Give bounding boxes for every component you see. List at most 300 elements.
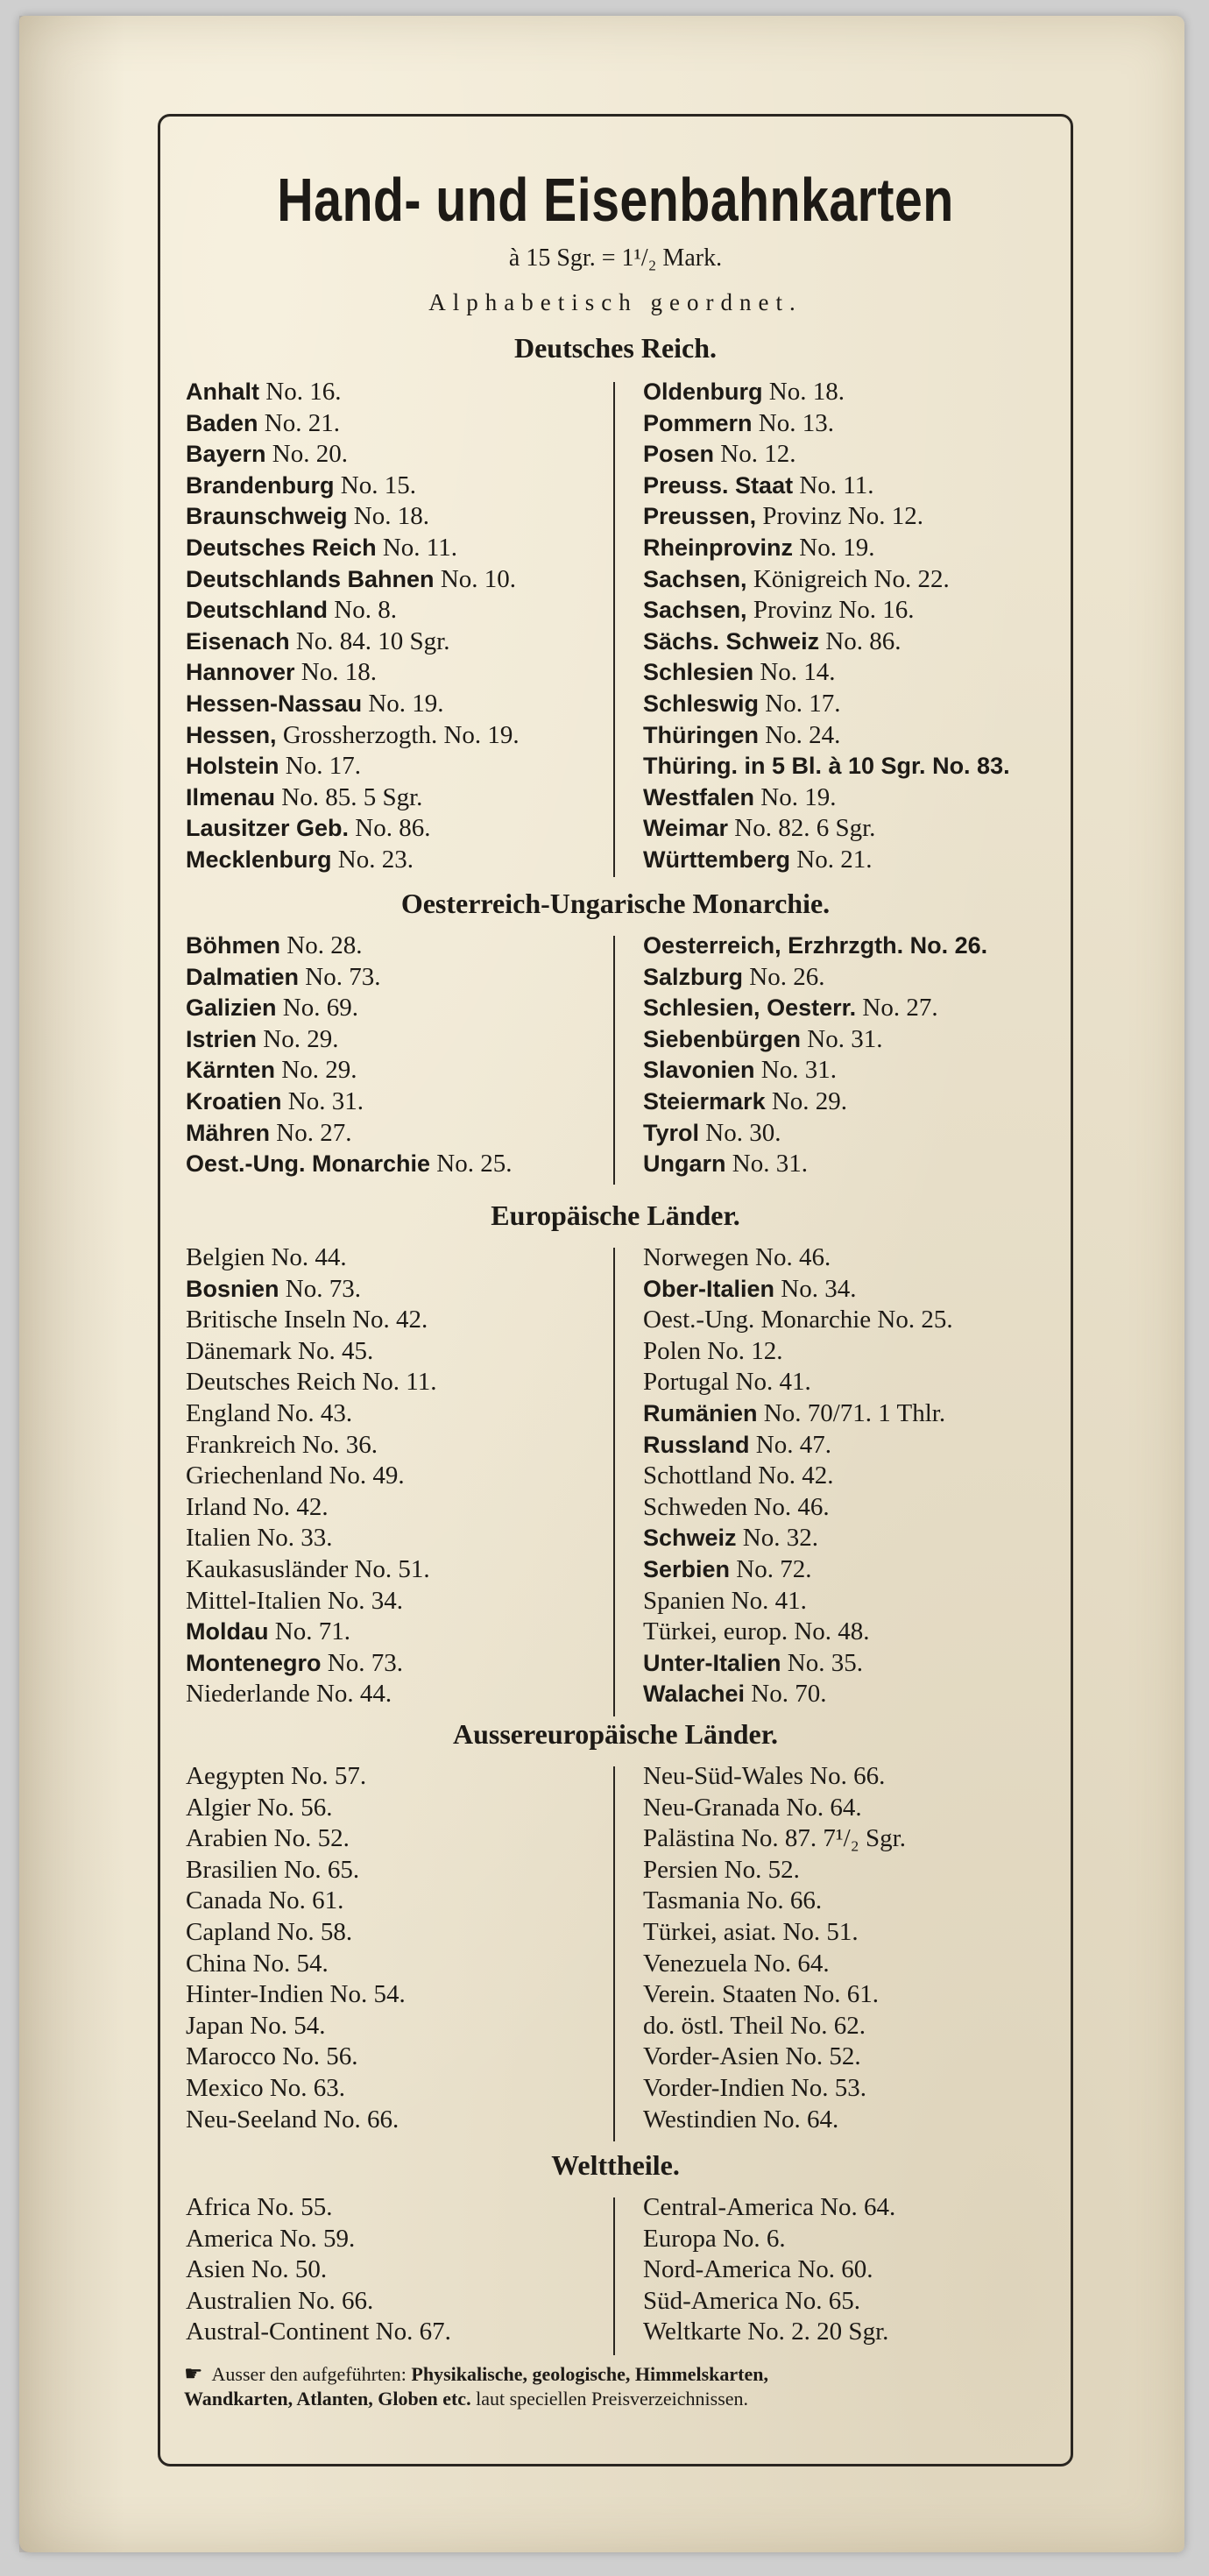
map-number: Norwegen No. 46. xyxy=(643,1243,831,1271)
list-item xyxy=(643,1430,1055,1461)
map-number: No. 31. xyxy=(281,1086,364,1115)
list-item xyxy=(643,533,1055,564)
map-number: Africa No. 55. xyxy=(186,2193,333,2221)
map-number: Japan No. 54. xyxy=(186,2011,326,2040)
map-number: No. 35. xyxy=(781,1648,863,1677)
list-item xyxy=(186,1793,606,1824)
map-number: Spanien No. 41. xyxy=(643,1586,807,1615)
map-number: No. 24. xyxy=(758,720,841,749)
map-number: Süd-America No. 65. xyxy=(643,2286,861,2315)
map-number: Schottland No. 42. xyxy=(643,1461,834,1490)
list-item xyxy=(186,1024,606,1056)
map-number: Hinter-Indien No. 54. xyxy=(186,1980,406,2009)
map-region-name: Thüring. in 5 Bl. à 10 Sgr. No. 83. xyxy=(643,753,1010,780)
paper-fold-shadow xyxy=(19,16,124,2552)
map-region-name: Preussen, xyxy=(643,503,757,530)
map-number: Griechenland No. 49. xyxy=(186,1461,405,1490)
list-item xyxy=(643,408,1055,440)
map-number: No. 82. 6 Sgr. xyxy=(728,814,876,843)
list-item xyxy=(643,1949,1055,1980)
list-item xyxy=(643,1554,1055,1586)
map-region-name: Slavonien xyxy=(643,1057,755,1084)
map-number: Capland No. 58. xyxy=(186,1917,353,1946)
map-number: Nord-America No. 60. xyxy=(643,2255,873,2284)
map-number: No. 10. xyxy=(434,564,517,593)
list-item xyxy=(186,533,606,564)
map-number: No. 31. xyxy=(725,1150,808,1178)
list-item xyxy=(186,657,606,689)
list-item xyxy=(186,2011,606,2042)
map-number: Palästina No. 87. 7¹/₂ Sgr. xyxy=(643,1824,906,1853)
map-number: No. 29. xyxy=(765,1086,848,1115)
list-item xyxy=(186,471,606,502)
section-heading-aussereuropaeische-laender: Aussereuropäische Länder. xyxy=(452,1718,778,1750)
footnote xyxy=(184,2362,1051,2411)
map-number: No. 85. 5 Sgr. xyxy=(275,782,423,811)
map-number: Polen No. 12. xyxy=(643,1336,783,1365)
map-region-name: Sächs. Schweiz xyxy=(643,627,820,655)
map-number: No. 32. xyxy=(736,1524,818,1553)
list-oesterreich-right xyxy=(643,931,1055,1180)
map-number: No. 73. xyxy=(299,962,381,991)
map-number: No. 28. xyxy=(280,931,363,959)
section-heading-europaeische-laender: Europäische Länder. xyxy=(491,1200,740,1231)
map-region-name: Steiermark xyxy=(643,1087,766,1115)
list-item xyxy=(186,564,606,596)
map-number: Verein. Staaten No. 61. xyxy=(643,1980,879,2009)
list-item xyxy=(186,2224,606,2255)
map-number: Portugal No. 41. xyxy=(643,1368,811,1397)
map-region-name: Deutsches Reich xyxy=(186,534,377,561)
map-number: No. 17. xyxy=(759,689,841,718)
map-number: No. 31. xyxy=(754,1056,837,1085)
map-number: No. 23. xyxy=(331,845,414,874)
list-item xyxy=(643,1149,1055,1180)
list-item xyxy=(186,1917,606,1949)
map-number: No. 34. xyxy=(774,1274,857,1303)
list-item xyxy=(643,595,1055,626)
map-number: No. 29. xyxy=(257,1024,339,1053)
list-item xyxy=(643,1855,1055,1886)
list-item xyxy=(186,439,606,471)
list-item xyxy=(186,689,606,720)
list-item xyxy=(643,1979,1055,2011)
list-welttheile-right xyxy=(643,2192,1055,2348)
list-item xyxy=(643,2224,1055,2255)
map-region-name: Bosnien xyxy=(186,1275,279,1302)
list-item xyxy=(186,1398,606,1430)
map-region-name: Deutschlands Bahnen xyxy=(186,565,435,592)
list-item xyxy=(643,689,1055,720)
map-number: No. 86. xyxy=(819,626,901,655)
map-region-name: Württemberg xyxy=(643,846,790,873)
section-heading-oesterreich-ungarn: Oesterreich-Ungarische Monarchie. xyxy=(400,888,831,919)
list-aussereuropa-right xyxy=(643,1761,1055,2135)
map-number: No. 16. xyxy=(259,378,342,406)
price-subtitle: à 15 Sgr. = 1¹/₂ Mark. xyxy=(508,244,723,272)
list-item xyxy=(643,2317,1055,2348)
list-item xyxy=(186,1554,606,1586)
list-item xyxy=(643,720,1055,752)
list-item xyxy=(643,2105,1055,2136)
list-item xyxy=(643,2286,1055,2318)
map-number: Provinz No. 16. xyxy=(746,596,915,625)
map-region-name: Galizien xyxy=(186,994,277,1022)
map-number: No. 70. xyxy=(745,1680,827,1709)
map-region-name: Oldenburg xyxy=(643,379,763,405)
list-item xyxy=(643,845,1055,876)
list-item xyxy=(643,377,1055,408)
section-heading-deutsches-reich: Deutsches Reich. xyxy=(513,332,718,364)
map-region-name: Ilmenau xyxy=(186,783,276,810)
map-number: Austral-Continent No. 67. xyxy=(186,2318,451,2346)
map-region-name: Posen xyxy=(643,441,715,468)
map-number: Weltkarte No. 2. 20 Sgr. xyxy=(643,2318,889,2346)
list-item xyxy=(643,1461,1055,1492)
map-number: No. 18. xyxy=(347,502,429,531)
map-region-name: Ober-Italien xyxy=(643,1275,775,1302)
map-number: No. 19. xyxy=(793,533,875,562)
list-item xyxy=(643,931,1055,962)
map-region-name: Sachsen, xyxy=(643,597,747,624)
list-item xyxy=(643,813,1055,845)
footnote-bold-2: Wandkarten, Atlanten, Globen etc. xyxy=(184,2388,471,2410)
list-item xyxy=(643,1086,1055,1118)
list-item xyxy=(186,501,606,533)
map-number: Neu-Süd-Wales No. 66. xyxy=(643,1762,886,1790)
list-item xyxy=(186,1118,606,1150)
map-number: No. 70/71. 1 Thlr. xyxy=(757,1398,946,1427)
map-region-name: Bayern xyxy=(186,441,266,468)
map-region-name: Braunschweig xyxy=(186,503,348,530)
map-number: No. 30. xyxy=(699,1118,781,1147)
list-item xyxy=(643,1118,1055,1150)
map-number: Oest.-Ung. Monarchie No. 25. xyxy=(643,1306,953,1334)
list-item xyxy=(186,2286,606,2318)
map-number: Marocco No. 56. xyxy=(186,2042,358,2071)
map-number: Dänemark No. 45. xyxy=(186,1336,374,1365)
list-item xyxy=(643,1305,1055,1336)
map-number: Schweden No. 46. xyxy=(643,1492,830,1521)
map-number: Niederlande No. 44. xyxy=(186,1680,392,1709)
list-item xyxy=(186,813,606,845)
map-region-name: Schweiz xyxy=(643,1525,737,1552)
list-item xyxy=(186,408,606,440)
list-item xyxy=(186,595,606,626)
column-divider xyxy=(613,2197,615,2355)
map-number: Persien No. 52. xyxy=(643,1855,800,1884)
column-divider xyxy=(613,1248,615,1716)
map-number: Asien No. 50. xyxy=(186,2255,328,2284)
map-region-name: Hannover xyxy=(186,659,295,686)
list-item xyxy=(643,471,1055,502)
list-item xyxy=(643,1055,1055,1086)
map-region-name: Holstein xyxy=(186,753,279,780)
map-number: No. 25. xyxy=(430,1150,513,1178)
list-item xyxy=(643,1024,1055,1056)
list-welttheile-left xyxy=(186,2192,606,2348)
map-number: Italien No. 33. xyxy=(186,1524,333,1553)
map-region-name: Deutschland xyxy=(186,597,329,624)
map-region-name: Schlesien, Oesterr. xyxy=(643,994,857,1022)
list-item xyxy=(643,1398,1055,1430)
list-item xyxy=(186,931,606,962)
list-item xyxy=(186,1949,606,1980)
map-region-name: Mähren xyxy=(186,1119,271,1146)
list-item xyxy=(186,1823,606,1855)
map-number: No. 31. xyxy=(801,1024,883,1053)
list-item xyxy=(186,2192,606,2224)
list-item xyxy=(186,1979,606,2011)
list-item xyxy=(186,962,606,994)
list-item xyxy=(186,1367,606,1398)
list-item xyxy=(643,1367,1055,1398)
map-region-name: Dalmatien xyxy=(186,963,300,990)
list-item xyxy=(186,1586,606,1617)
map-region-name: Rumänien xyxy=(643,1399,758,1426)
list-item xyxy=(643,2073,1055,2105)
list-item xyxy=(186,1242,606,1274)
list-item xyxy=(643,564,1055,596)
list-item xyxy=(186,1886,606,1917)
map-region-name: Serbien xyxy=(643,1555,731,1582)
map-number: No. 8. xyxy=(328,596,397,625)
map-number: No. 11. xyxy=(376,533,457,562)
list-item xyxy=(643,1336,1055,1368)
footnote-bold-1: Physikalische, geologische, Himmelskarten, xyxy=(411,2363,768,2385)
list-item xyxy=(186,1336,606,1368)
list-item xyxy=(186,1523,606,1554)
list-item xyxy=(186,2254,606,2286)
map-number: Algier No. 56. xyxy=(186,1793,333,1822)
list-item xyxy=(186,1086,606,1118)
list-item xyxy=(186,1149,606,1180)
map-region-name: Ungarn xyxy=(643,1150,726,1178)
list-item xyxy=(643,439,1055,471)
map-number: No. 11. xyxy=(793,471,874,499)
list-deutsches-reich-right xyxy=(643,377,1055,876)
list-item xyxy=(643,2042,1055,2073)
map-region-name: Schleswig xyxy=(643,690,760,717)
map-region-name: Istrien xyxy=(186,1025,258,1052)
map-number: No. 84. 10 Sgr. xyxy=(289,626,450,655)
map-region-name: Walachei xyxy=(643,1681,746,1708)
map-number: No. 47. xyxy=(749,1430,831,1459)
list-item xyxy=(186,845,606,876)
map-number: No. 15. xyxy=(334,471,416,499)
list-item xyxy=(186,782,606,814)
map-region-name: Eisenach xyxy=(186,627,290,655)
list-item xyxy=(186,2317,606,2348)
map-region-name: Lausitzer Geb. xyxy=(186,815,350,842)
list-item xyxy=(643,1648,1055,1680)
map-region-name: Thüringen xyxy=(643,721,759,748)
map-number: No. 13. xyxy=(752,408,834,437)
map-region-name: Kroatien xyxy=(186,1087,282,1115)
map-region-name: Baden xyxy=(186,409,258,436)
map-number: No. 21. xyxy=(258,408,340,437)
list-europa-right xyxy=(643,1242,1055,1710)
map-number: No. 19. xyxy=(754,782,837,811)
map-number: No. 27. xyxy=(270,1118,352,1147)
map-number: Arabien No. 52. xyxy=(186,1824,350,1853)
map-number: No. 69. xyxy=(276,994,358,1023)
map-region-name: Oesterreich, Erzhrzgth. No. 26. xyxy=(643,932,988,959)
list-item xyxy=(643,751,1055,782)
pointing-hand-icon: ☛ xyxy=(184,2363,203,2386)
map-number: Westindien No. 64. xyxy=(643,2105,839,2134)
list-item xyxy=(643,1917,1055,1949)
map-number: Grossherzogth. No. 19. xyxy=(276,720,520,749)
map-number: No. 86. xyxy=(349,814,431,843)
list-item xyxy=(643,2192,1055,2224)
map-region-name: Schlesien xyxy=(643,659,754,686)
map-number: No. 73. xyxy=(279,1274,361,1303)
list-item xyxy=(643,626,1055,658)
map-region-name: Kärnten xyxy=(186,1057,276,1084)
map-region-name: Hessen-Nassau xyxy=(186,690,363,717)
list-item xyxy=(643,1274,1055,1306)
map-number: Deutsches Reich No. 11. xyxy=(186,1368,437,1397)
map-region-name: Montenegro xyxy=(186,1649,322,1676)
map-number: Königreich No. 22. xyxy=(746,564,950,593)
map-region-name: Anhalt xyxy=(186,379,259,405)
list-item xyxy=(186,2105,606,2136)
map-region-name: Moldau xyxy=(186,1618,269,1645)
list-item xyxy=(643,962,1055,994)
map-number: Belgien No. 44. xyxy=(186,1243,347,1271)
list-item xyxy=(186,1055,606,1086)
list-item xyxy=(643,657,1055,689)
list-item xyxy=(186,751,606,782)
map-number: No. 21. xyxy=(790,845,873,874)
list-item xyxy=(186,626,606,658)
map-number: No. 19. xyxy=(362,689,444,718)
list-item xyxy=(186,2042,606,2073)
list-item xyxy=(643,1761,1055,1793)
map-region-name: Siebenbürgen xyxy=(643,1025,802,1052)
list-item xyxy=(186,1617,606,1648)
map-number: No. 71. xyxy=(268,1617,350,1646)
list-item xyxy=(643,1617,1055,1648)
map-region-name: Unter-Italien xyxy=(643,1649,781,1676)
map-number: No. 26. xyxy=(743,962,825,991)
map-number: Türkei, europ. No. 48. xyxy=(643,1617,870,1646)
map-number: Venezuela No. 64. xyxy=(643,1949,830,1978)
map-number: Frankreich No. 36. xyxy=(186,1430,378,1459)
map-number: England No. 43. xyxy=(186,1398,353,1427)
list-item xyxy=(186,1461,606,1492)
list-aussereuropa-left xyxy=(186,1761,606,2135)
list-item xyxy=(643,501,1055,533)
list-item xyxy=(186,1492,606,1524)
map-number: Kaukasusländer No. 51. xyxy=(186,1554,430,1583)
map-number: Vorder-Indien No. 53. xyxy=(643,2073,866,2102)
map-number: Neu-Seeland No. 66. xyxy=(186,2105,399,2134)
list-item xyxy=(643,1492,1055,1524)
list-item xyxy=(643,1886,1055,1917)
map-number: Canada No. 61. xyxy=(186,1886,344,1915)
list-item xyxy=(186,1430,606,1461)
section-heading-welttheile: Welttheile. xyxy=(551,2149,680,2181)
column-divider xyxy=(613,382,615,877)
map-number: No. 18. xyxy=(294,658,377,687)
footnote-tail: laut speciellen Preisverzeichnissen. xyxy=(470,2388,749,2410)
list-item xyxy=(186,1855,606,1886)
map-region-name: Sachsen, xyxy=(643,565,747,592)
list-item xyxy=(643,2254,1055,2286)
footnote-lead: Ausser den aufgeführten: xyxy=(211,2363,412,2385)
list-item xyxy=(186,1274,606,1306)
order-note: Alphabetisch geordnet. xyxy=(428,289,802,315)
map-number: Vorder-Asien No. 52. xyxy=(643,2042,861,2071)
map-number: Irland No. 42. xyxy=(186,1492,329,1521)
page-title: Hand- und Eisenbahnkarten xyxy=(277,166,954,234)
list-item xyxy=(643,1523,1055,1554)
map-number: No. 18. xyxy=(762,378,845,406)
list-item xyxy=(186,720,606,752)
map-number: America No. 59. xyxy=(186,2224,356,2253)
list-europa-left xyxy=(186,1242,606,1710)
list-item xyxy=(643,2011,1055,2042)
map-number: Britische Inseln No. 42. xyxy=(186,1306,428,1334)
map-region-name: Oest.-Ung. Monarchie xyxy=(186,1150,431,1178)
column-divider xyxy=(613,936,615,1185)
list-item xyxy=(643,1586,1055,1617)
list-oesterreich-left xyxy=(186,931,606,1180)
map-region-name: Brandenburg xyxy=(186,471,335,499)
map-region-name: Hessen, xyxy=(186,721,277,748)
list-item xyxy=(186,993,606,1024)
list-item xyxy=(186,1761,606,1793)
list-deutsches-reich-left xyxy=(186,377,606,876)
map-number: No. 17. xyxy=(279,752,361,781)
list-item xyxy=(186,1679,606,1710)
list-item xyxy=(643,993,1055,1024)
map-region-name: Westfalen xyxy=(643,783,755,810)
list-item xyxy=(643,1793,1055,1824)
list-item xyxy=(643,782,1055,814)
list-item xyxy=(643,1679,1055,1710)
list-item xyxy=(643,1823,1055,1855)
map-number: Tasmania No. 66. xyxy=(643,1886,823,1915)
map-number: Central-America No. 64. xyxy=(643,2193,896,2221)
map-number: Mexico No. 63. xyxy=(186,2073,346,2102)
map-number: No. 12. xyxy=(714,440,796,469)
map-number: Neu-Granada No. 64. xyxy=(643,1793,862,1822)
list-item xyxy=(186,377,606,408)
map-number: No. 27. xyxy=(856,994,938,1023)
map-number: Australien No. 66. xyxy=(186,2286,374,2315)
map-region-name: Salzburg xyxy=(643,963,744,990)
map-region-name: Preuss. Staat xyxy=(643,471,794,499)
list-item xyxy=(186,2073,606,2105)
map-region-name: Tyrol xyxy=(643,1119,700,1146)
map-number: Provinz No. 12. xyxy=(756,502,923,531)
map-number: No. 14. xyxy=(753,658,836,687)
map-number: No. 72. xyxy=(730,1554,812,1583)
map-number: No. 29. xyxy=(275,1056,357,1085)
map-number: No. 73. xyxy=(321,1648,403,1677)
list-item xyxy=(186,1305,606,1336)
map-number: Brasilien No. 65. xyxy=(186,1855,360,1884)
map-number: do. östl. Theil No. 62. xyxy=(643,2011,866,2040)
map-number: No. 20. xyxy=(265,440,348,469)
list-item xyxy=(186,1648,606,1680)
map-region-name: Mecklenburg xyxy=(186,846,332,873)
map-number: Aegypten No. 57. xyxy=(186,1762,367,1790)
map-region-name: Russland xyxy=(643,1431,750,1458)
